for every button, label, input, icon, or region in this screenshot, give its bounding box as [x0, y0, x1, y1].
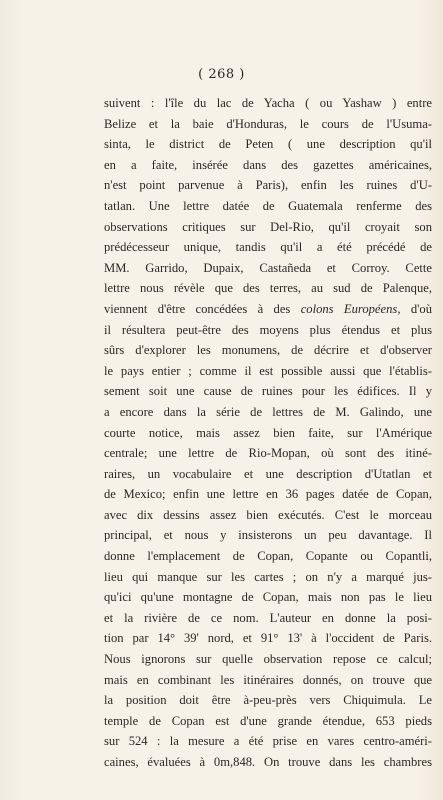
text-line: Belize et la baie d'Honduras, le cours de l'Usuma-: [104, 116, 432, 131]
text-line: sinta, le district de Peten ( une description qu'il: [104, 137, 432, 152]
text-line: donne l'emplacement de Copan, Copante ou Copantli,: [104, 549, 432, 564]
text-line: sûrs d'explorer les monumens, de décrire et d'observer: [104, 343, 432, 358]
text-line: en a faite, insérée dans des gazettes américaines,: [104, 157, 432, 172]
text-line: suivent : l'île du lac de Yacha ( ou Yashaw ) entre: [104, 96, 432, 110]
text-line: n'est point parvenue à Paris), enfin les ruines d'U-: [104, 178, 432, 193]
text-line: raires, un vocabulaire et une description d'Utatlan et: [104, 466, 432, 481]
text-line: MM. Garrido, Dupaix, Castañeda et Corroy. Cette: [104, 260, 432, 275]
text-line: de Mexico; enfin une lettre en 36 pages datée de Copan,: [104, 487, 432, 502]
text-line: mais en combinant les itinéraires donnés, on trouve que: [104, 672, 432, 687]
text-line: tatlan. Une lettre datée de Guatemala renferme des: [104, 198, 432, 213]
text-line: caines, évaluées à 0m,848. On trouve dans les chambres: [104, 755, 432, 769]
text-line: temple de Copan est d'une grande étendue, 653 pieds: [104, 713, 432, 728]
text-line: sement soit une cause de ruines pour les édifices. Il y: [104, 384, 432, 399]
page-number: ( 268 ): [198, 67, 245, 82]
text-line: Nous ignorons sur quelle observation repose ce calcul;: [104, 652, 432, 667]
text-line: la position doit être à-peu-près vers Chiquimula. Le: [104, 693, 432, 708]
text-line: observations critiques sur Del-Rio, qu'il croyait son: [104, 219, 432, 234]
italic-phrase: colons Européens: [300, 301, 398, 316]
text-line: a encore dans la série de lettres de M. Galindo, une: [104, 404, 432, 419]
text-line: sur 524 : la mesure a été prise en vares centro-améri-: [104, 734, 432, 749]
text-line: et la rivière de ce nom. L'auteur en donne la posi-: [104, 610, 432, 625]
text-line: le pays entier ; comme il est possible aussi que l'établis-: [104, 363, 432, 378]
text-line: prédécesseur unique, tandis qu'il a été précédé de: [104, 240, 432, 255]
text-line: lettre nous révèle que des terres, au sud de Palenque,: [104, 281, 432, 296]
body-text: [104, 93, 432, 773]
text-line: il résultera peut-être des moyens plus étendus et plus: [104, 322, 432, 337]
text-line: avec dix dessins assez bien exécutés. C'est le morceau: [104, 507, 432, 522]
text-line: courte notice, mais assez bien faite, sur l'Amérique: [104, 425, 432, 440]
text-line: qu'ici qu'une montagne de Copan, mais non pas le lieu: [104, 590, 432, 605]
text-line: viennent d'être concédées à des colons Européens, d'où: [104, 301, 432, 316]
text-line: tion par 14° 39' nord, et 91° 13' à l'occident de Paris.: [104, 631, 432, 646]
text-line: centrale; une lettre de Rio-Mopan, où sont des itiné-: [104, 446, 432, 461]
text-line: principal, et nous y insisterons un peu davantage. Il: [104, 528, 432, 543]
text-line: lieu qui manque sur les cartes ; on n'y a marqué jus-: [104, 569, 432, 584]
